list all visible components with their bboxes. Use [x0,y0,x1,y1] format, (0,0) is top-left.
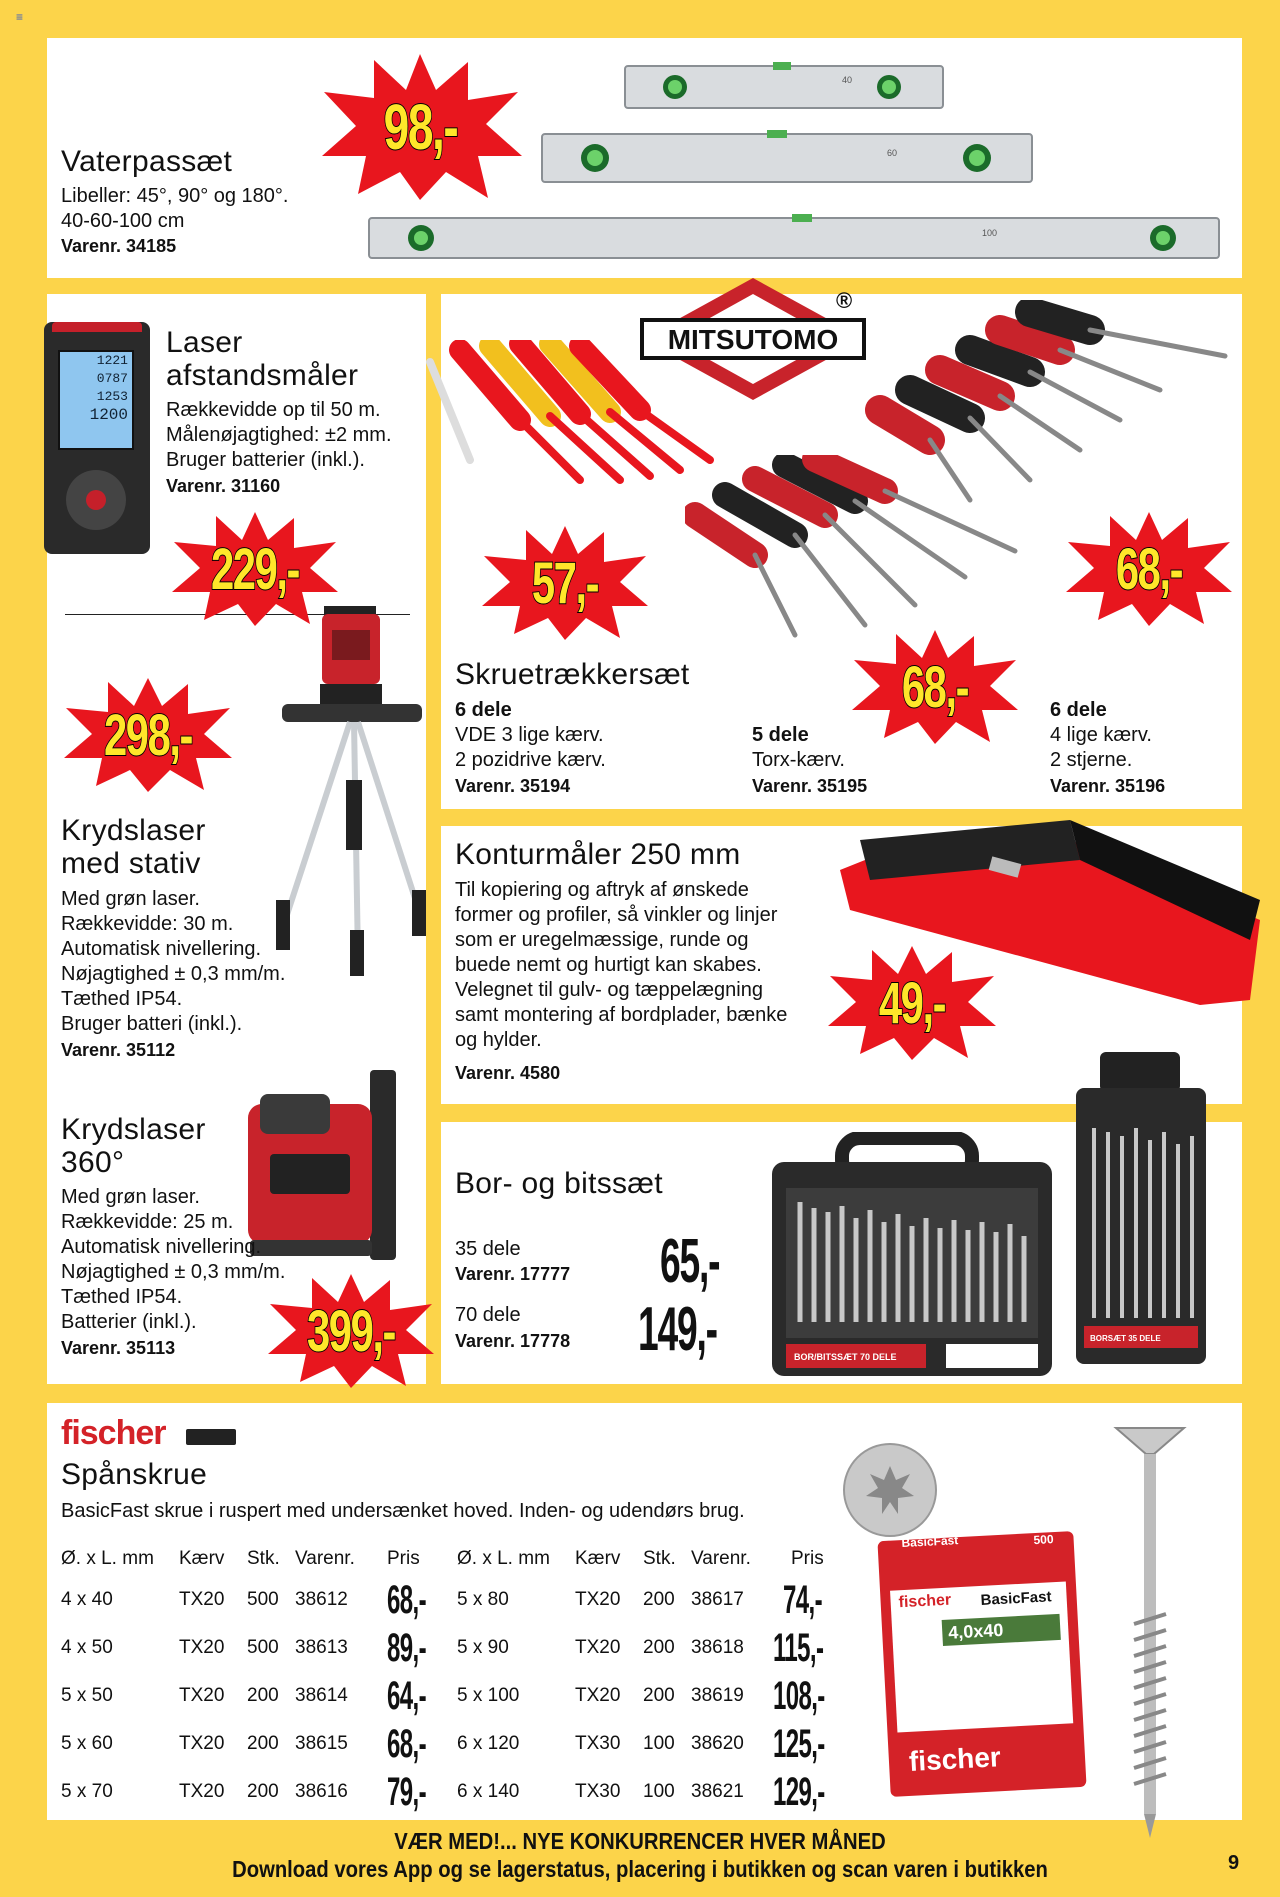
cell-diameter: 5 x 60 [61,1733,113,1754]
cell-price: 115,- [773,1626,824,1670]
fischer-logo-badge [186,1429,236,1445]
laser-title-2: afstandsmåler [166,359,359,392]
cell-qty: 200 [643,1685,675,1706]
tripod-title-1: Krydslaser [61,814,206,847]
cell-drive: TX20 [179,1685,225,1706]
tripod-price-burst [62,676,234,794]
box-size: 4,0x40 [942,1614,1061,1646]
contour-price: 49,- [878,970,946,1036]
display-line-1: 1221 [96,353,128,368]
col-drive: Kærv [575,1548,621,1569]
contour-desc-4: buede nemt og hurtigt kan skabes. [455,954,762,976]
page-number: 9 [1228,1852,1240,1874]
laser360-spec-1: Med grøn laser. [61,1186,200,1208]
level-100 [369,214,1219,258]
laser-device-image [44,322,150,554]
tripod-spec-1: Med grøn laser. [61,888,200,910]
laser-display [58,350,134,450]
cell-qty: 200 [643,1589,675,1610]
cell-varenr: 38620 [691,1733,744,1754]
level-price-burst [318,52,523,202]
cell-diameter: 5 x 90 [457,1637,509,1658]
display-line-2: 0787 [96,371,128,386]
contour-desc-7: og hylder. [455,1029,542,1051]
cell-diameter: 6 x 140 [457,1781,520,1802]
cell-drive: TX20 [179,1733,225,1754]
drill70-price: 149,- [638,1295,717,1364]
torx-price: 68,- [901,654,969,720]
slotted-count: 6 dele [1050,699,1107,721]
laser360-title-2: 360° [61,1146,125,1179]
cell-price: 74,- [783,1578,822,1622]
level-varenr: Varenr. 34185 [61,236,177,256]
cell-drive: TX20 [575,1685,621,1706]
table-row [457,1576,871,1624]
cell-diameter: 5 x 70 [61,1781,113,1802]
laser360-price-burst [266,1272,436,1390]
screw-table-right [457,1542,871,1816]
fischer-box-image [877,1531,1086,1797]
table-row [457,1720,871,1768]
cell-price: 125,- [773,1722,825,1766]
mitsutomo-reg: ® [836,288,853,313]
drill-case-70-image [766,1132,1056,1382]
drill-case-35-image [1070,1048,1210,1368]
cell-diameter: 4 x 50 [61,1637,113,1658]
footer-line-1: VÆR MED!... NYE KONKURRENCER HVER MÅNED [394,1828,886,1854]
fischer-title: Spånskrue [61,1458,208,1491]
contour-desc-3: som er uregelmæssige, runde og [455,929,749,951]
laser360-title-1: Krydslaser [61,1113,206,1146]
vde-varenr: Varenr. 35194 [455,776,571,796]
cell-price: 68,- [387,1722,426,1766]
level-mark-40: 40 [842,75,853,85]
laser360-spec-4: Nøjagtighed ± 0,3 mm/m. [61,1261,286,1283]
tripod-spec-4: Nøjagtighed ± 0,3 mm/m. [61,963,286,985]
level-spec-1: Libeller: 45°, 90° og 180°. [61,185,289,207]
slotted-varenr: Varenr. 35196 [1050,776,1166,796]
cell-diameter: 4 x 40 [61,1589,113,1610]
torx-price-burst [850,628,1020,746]
laser360-spec-3: Automatisk nivellering. [61,1236,262,1258]
cell-qty: 500 [247,1637,279,1658]
screw-table-left [61,1542,457,1816]
cell-varenr: 38614 [295,1685,348,1706]
col-qty: Stk. [643,1548,676,1569]
laser360-varenr: Varenr. 35113 [61,1338,176,1358]
cell-price: 68,- [387,1578,426,1622]
cell-drive: TX20 [179,1781,225,1802]
col-varenr: Varenr. [295,1548,355,1569]
table-row [61,1720,457,1768]
cell-varenr: 38621 [691,1781,744,1802]
col-qty: Stk. [247,1548,280,1569]
svg-text:60: 60 [887,148,898,158]
cell-diameter: 5 x 80 [457,1589,509,1610]
tripod-title-2: med stativ [61,847,201,880]
display-line-4: 1200 [89,406,128,424]
mitsutomo-text: MITSUTOMO [667,324,839,355]
cell-varenr: 38615 [295,1733,348,1754]
screwdriver-title: Skruetrækkersæt [455,658,690,691]
screw-table-left-header [61,1542,457,1576]
laser360-spec-5: Tæthed IP54. [61,1286,183,1308]
level-price: 98,- [383,91,458,163]
table-row [457,1768,871,1816]
cell-qty: 200 [247,1733,279,1754]
laser360-spec-2: Rækkevidde: 25 m. [61,1211,234,1233]
table-row [457,1624,871,1672]
cell-drive: TX20 [179,1589,225,1610]
col-price: Pris [791,1548,824,1569]
cell-price: 129,- [773,1770,825,1814]
long-screw-image [1110,1424,1190,1844]
laser360-price: 399,- [307,1298,395,1364]
tripod-spec-5: Tæthed IP54. [61,988,183,1010]
vde-spec-2: 2 pozidrive kærv. [455,749,606,771]
cell-drive: TX30 [575,1733,621,1754]
laser360-image [240,1064,430,1264]
level-panel [47,38,1242,278]
box-brand: fischer [898,1591,952,1612]
fischer-subtitle: BasicFast skrue i ruspert med undersænket hoved. Inden- og udendørs brug. [61,1500,745,1522]
cell-price: 79,- [387,1770,426,1814]
slotted-spec-2: 2 stjerne. [1050,749,1133,771]
cell-varenr: 38612 [295,1589,348,1610]
drill35-count: 35 dele [455,1238,521,1260]
cell-qty: 200 [247,1781,279,1802]
laser-spec-2: Målenøjagtighed: ±2 mm. [166,424,392,446]
col-diameter: Ø. x L. mm [457,1548,550,1569]
vde-price-burst [480,524,650,642]
cell-varenr: 38616 [295,1781,348,1802]
laser-title-1: Laser [166,326,243,359]
cell-diameter: 6 x 120 [457,1733,520,1754]
contour-varenr: Varenr. 4580 [455,1063,561,1083]
svg-text:BORSÆT 35 DELE: BORSÆT 35 DELE [1090,1334,1161,1343]
vde-price: 57,- [531,550,599,616]
col-varenr: Varenr. [691,1548,751,1569]
level-60 [542,130,1032,182]
slotted-price-burst [1064,510,1234,628]
cell-drive: TX20 [575,1589,621,1610]
torx-varenr: Varenr. 35195 [752,776,868,796]
laser-price: 229,- [211,536,299,602]
contour-desc-6: samt montering af bordplader, bænke [455,1004,788,1026]
tripod-price: 298,- [104,702,192,768]
slotted-spec-1: 4 lige kærv. [1050,724,1152,746]
col-diameter: Ø. x L. mm [61,1548,154,1569]
box-bottom-brand: fischer [908,1741,1002,1777]
laser-spec-3: Bruger batterier (inkl.). [166,449,365,471]
cell-price: 89,- [387,1626,426,1670]
torx-count: 5 dele [752,724,809,746]
cell-price: 64,- [387,1674,426,1718]
cell-diameter: 5 x 100 [457,1685,520,1706]
cell-varenr: 38613 [295,1637,348,1658]
tripod-laser-image [262,600,442,980]
cell-price: 108,- [773,1674,825,1718]
screw-table-right-header [457,1542,871,1576]
box-count-label: 500 [1033,1532,1054,1548]
contour-desc-1: Til kopiering og aftryk af ønskede [455,879,749,901]
laser360-spec-6: Batterier (inkl.). [61,1311,197,1333]
contour-price-burst [826,944,998,1062]
table-row [61,1768,457,1816]
svg-text:100: 100 [982,228,998,238]
drill70-varenr: Varenr. 17778 [455,1331,571,1351]
cell-diameter: 5 x 50 [61,1685,113,1706]
page-marker: ≡ [16,10,24,24]
cell-drive: TX20 [575,1637,621,1658]
footer-line-2: Download vores App og se lagerstatus, placering i butikken og scan varen i butikken [232,1856,1048,1882]
cell-varenr: 38617 [691,1589,744,1610]
slotted-price: 68,- [1115,536,1183,602]
cell-qty: 100 [643,1781,675,1802]
cell-qty: 200 [247,1685,279,1706]
box-top-label: BasicFast [901,1533,959,1551]
tripod-spec-2: Rækkevidde: 30 m. [61,913,234,935]
level-40 [625,62,943,108]
drill70-count: 70 dele [455,1304,521,1326]
drillbits-title: Bor- og bitssæt [455,1167,663,1200]
torx-spec-1: Torx-kærv. [752,749,845,771]
box-product: BasicFast [980,1588,1052,1609]
drill35-varenr: Varenr. 17777 [455,1264,571,1284]
laser-spec-1: Rækkevidde op til 50 m. [166,399,381,421]
vde-spec-1: VDE 3 lige kærv. [455,724,604,746]
tripod-varenr: Varenr. 35112 [61,1040,176,1060]
svg-text:BOR/BITSSÆT 70 DELE: BOR/BITSSÆT 70 DELE [794,1352,897,1362]
cell-qty: 500 [247,1589,279,1610]
fischer-logo: fischer [61,1414,166,1452]
level-spec-2: 40-60-100 cm [61,210,185,232]
slotted-screwdrivers-image [860,300,1240,510]
vde-screwdrivers-image [420,340,720,540]
table-row [61,1624,457,1672]
contour-desc-5: Velegnet til gulv- og tæppelægning [455,979,763,1001]
screw-head-image [840,1440,940,1540]
table-row [61,1672,457,1720]
tripod-spec-3: Automatisk nivellering. [61,938,262,960]
col-drive: Kærv [179,1548,225,1569]
cell-drive: TX20 [179,1637,225,1658]
cell-qty: 100 [643,1733,675,1754]
level-title: Vaterpassæt [61,145,233,178]
drill35-price: 65,- [660,1227,720,1296]
tripod-spec-6: Bruger batteri (inkl.). [61,1013,243,1035]
col-price: Pris [387,1548,420,1569]
contour-desc-2: former og profiler, så vinkler og linjer [455,904,778,926]
cell-varenr: 38619 [691,1685,744,1706]
display-line-3: 1253 [96,389,128,404]
cell-varenr: 38618 [691,1637,744,1658]
table-row [457,1672,871,1720]
cell-drive: TX30 [575,1781,621,1802]
table-row [61,1576,457,1624]
vde-count: 6 dele [455,699,512,721]
cell-qty: 200 [643,1637,675,1658]
laser-varenr: Varenr. 31160 [166,476,281,496]
contour-title: Konturmåler 250 mm [455,838,741,871]
